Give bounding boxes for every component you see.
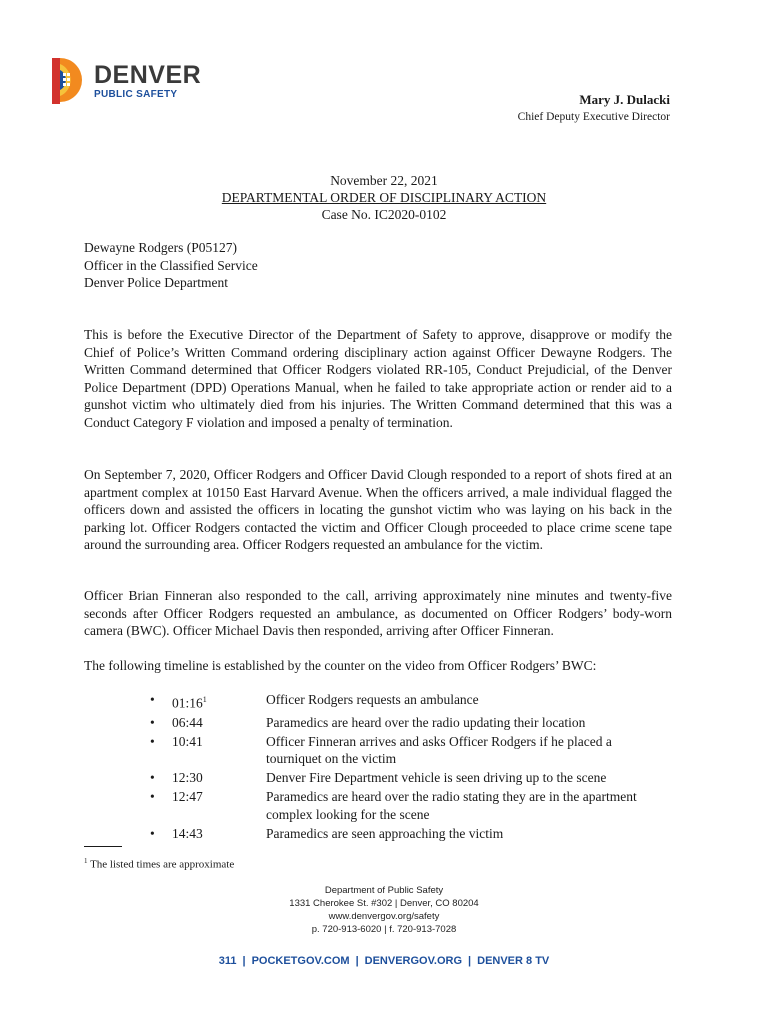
bullet-icon: • <box>150 733 155 749</box>
timeline-list <box>150 691 670 844</box>
signatory-title: Chief Deputy Executive Director <box>517 111 670 123</box>
timeline-description: Officer Rodgers requests an ambulance <box>266 692 479 707</box>
link-denver8tv[interactable]: DENVER 8 TV <box>477 955 550 967</box>
footer-address-block <box>0 884 768 936</box>
timeline-description: Paramedics are heard over the radio updating their location <box>266 714 586 730</box>
timeline-item <box>150 714 670 732</box>
separator: | <box>468 955 472 967</box>
logo-name: DENVER <box>94 60 202 89</box>
case-number: Case No. IC2020-0102 <box>321 207 447 222</box>
bullet-icon: • <box>150 789 155 804</box>
footnote-ref: 1 <box>202 695 207 704</box>
timeline-description: Officer Finneran arrives and asks Officer Rodgers if he placed a tourniquet on the victim <box>266 733 612 766</box>
footer-link-bar <box>0 955 768 967</box>
bullet-icon: • <box>150 825 155 841</box>
addressee-block <box>84 239 258 292</box>
timeline-time: 10:41 <box>172 733 203 749</box>
timeline-item <box>150 825 670 843</box>
document-heading <box>0 172 768 223</box>
signatory-block <box>518 92 670 123</box>
timeline-description: Paramedics are heard over the radio stating they are in the apartment complex looking for the scene <box>266 789 637 822</box>
denver-public-safety-logo <box>52 58 201 104</box>
footnote <box>84 857 234 871</box>
separator: | <box>242 955 246 967</box>
footer-website: www.denvergov.org/safety <box>328 911 440 922</box>
link-pocketgov[interactable]: POCKETGOV.COM <box>251 955 350 967</box>
link-311[interactable]: 311 <box>218 955 237 967</box>
body-paragraph: The following timeline is established by the counter on the video from Officer Rodgers’ BWC: <box>84 658 597 673</box>
footnote-divider <box>84 846 122 847</box>
timeline-time: 12:47 <box>172 789 203 804</box>
addressee-name: Dewayne Rodgers (P05127) <box>84 240 237 255</box>
footnote-text: The listed times are approximate <box>90 858 235 871</box>
body-paragraph: This is before the Executive Director of the Department of Safety to approve, disapprove or modify the Chief of Police’s Written Command ordering disciplinary action against Officer Dewayne Rodgers. The Written Command determined that Officer Rodgers violated RR-105, Conduct Prejudicial, of the Denver Police Department (DPD) Operations Manual, when he failed to take appropriate action or render aid to a gunshot victim who ultimately died from his injuries. The Written Command determined that this was a Conduct Category F violation and imposed a penalty of termination. <box>84 327 672 430</box>
bullet-icon: • <box>150 714 155 730</box>
timeline-item <box>150 769 670 787</box>
denver-logo-mark-icon <box>52 58 88 104</box>
bullet-icon: • <box>150 692 155 707</box>
footer-street-address: 1331 Cherokee St. #302 | Denver, CO 80204 <box>289 898 479 909</box>
addressee-department: Denver Police Department <box>84 275 228 290</box>
footer-department: Department of Public Safety <box>324 885 444 896</box>
timeline-time: $01:16^1$ <box>172 695 207 711</box>
signatory-name: Mary J. Dulacki <box>579 92 670 107</box>
timeline-time: 06:44 <box>172 714 203 730</box>
link-denvergov[interactable]: DENVERGOV.ORG <box>364 955 463 967</box>
logo-subtitle: PUBLIC SAFETY <box>94 88 178 100</box>
timeline-item <box>150 733 670 768</box>
timeline-item <box>150 788 670 823</box>
body-paragraph: On September 7, 2020, Officer Rodgers and Officer David Clough responded to a report of shots fired at an apartment complex at 10150 East Harvard Avenue. When the officers arrived, a male individual flagged the officers down and assisted the officers in locating the gunshot victim who was laying on his back in the parking lot. Officer Rodgers contacted the victim and Officer Clough proceeded to place crime scene tape around the surrounding area. Officer Rodgers requested an ambulance for the victim. <box>84 467 672 552</box>
timeline-description: Denver Fire Department vehicle is seen driving up to the scene <box>266 770 607 785</box>
timeline-time: 12:30 <box>172 770 203 785</box>
footer-phone-fax: p. 720-913-6020 | f. 720-913-7028 <box>311 924 457 935</box>
addressee-position: Officer in the Classified Service <box>84 257 258 273</box>
timeline-time: 14:43 <box>172 825 203 841</box>
timeline-item <box>150 691 670 712</box>
timeline-description: Paramedics are seen approaching the victim <box>266 825 504 841</box>
order-date: November 22, 2021 <box>330 173 438 188</box>
separator: | <box>355 955 359 967</box>
footnote-marker: 1 <box>84 857 88 865</box>
body-paragraph: Officer Brian Finneran also responded to the call, arriving approximately nine minutes and twenty-five seconds after Officer Rodgers requested an ambulance, as documented on Officer Rodgers’ body-worn camera (BWC). Officer Michael Davis then responded, arriving after Officer Finneran. <box>84 588 672 638</box>
bullet-icon: • <box>150 770 155 785</box>
order-title: DEPARTMENTAL ORDER OF DISCIPLINARY ACTION <box>221 190 547 205</box>
